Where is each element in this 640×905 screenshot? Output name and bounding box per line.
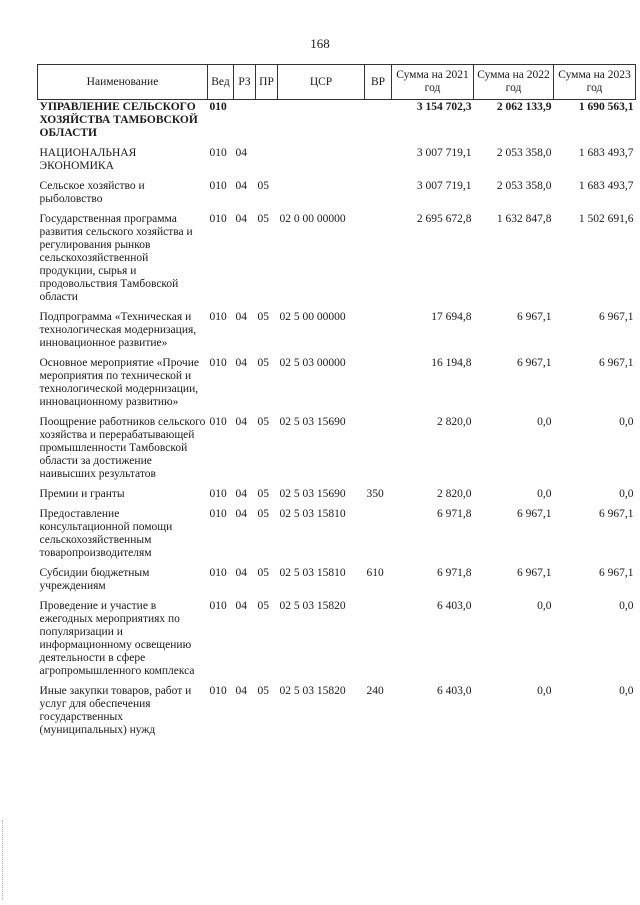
row-sum-2021: 16 194,8 (431, 357, 472, 369)
row-csr: 02 5 03 15810 (279, 567, 346, 579)
row-sum-2023: 6 967,1 (599, 311, 634, 323)
row-ved: 010 (209, 101, 227, 113)
row-pr: 05 (257, 508, 269, 520)
row-vr (365, 146, 392, 179)
row-sum-2023: 1 683 493,7 (578, 147, 634, 159)
row-csr: 02 5 03 00000 (279, 357, 346, 369)
row-vr (365, 179, 392, 212)
table-row (38, 179, 636, 212)
row-ved: 010 (209, 488, 227, 500)
row-sum-2022: 6 967,1 (517, 567, 552, 579)
table-row (38, 100, 636, 147)
row-sum-2022: 2 062 133,9 (496, 101, 552, 113)
row-pr: 05 (257, 567, 269, 579)
row-csr (278, 146, 365, 179)
row-ved: 010 (209, 213, 227, 225)
row-vr (365, 415, 392, 487)
table-row (38, 599, 636, 684)
row-ved: 010 (209, 416, 227, 428)
row-sum-2022: 2 053 358,0 (496, 147, 552, 159)
row-pr (256, 100, 278, 147)
row-name: Субсидии бюджетным учреждениям (39, 567, 150, 592)
table-row (38, 356, 636, 415)
row-csr (278, 179, 365, 212)
row-sum-2023: 6 967,1 (599, 508, 634, 520)
row-sum-2022: 2 053 358,0 (496, 180, 552, 192)
row-sum-2022: 0,0 (537, 685, 552, 697)
row-sum-2021: 6 971,8 (437, 508, 472, 520)
row-name: Проведение и участие в ежегодных мероприятиях по популяризации и информационному освещению деятельности в сфере агропромышленного комплекса (39, 600, 195, 677)
row-vr (365, 212, 392, 310)
row-rz: 04 (235, 685, 247, 697)
row-name: НАЦИОНАЛЬНАЯ ЭКОНОМИКА (39, 147, 137, 172)
row-sum-2021: 17 694,8 (431, 311, 472, 323)
row-sum-2021: 3 154 702,3 (416, 101, 472, 113)
row-name: Государственная программа развития сельского хозяйства и регулирования рынков сельскохозяйственной продукции, сырья и продовольствия Тамбовской области (39, 213, 193, 303)
row-rz: 04 (235, 416, 247, 428)
col-header-pr: ПР (256, 65, 278, 100)
scan-edge-mark (2, 820, 4, 900)
row-rz: 04 (235, 488, 247, 500)
table-row (38, 212, 636, 310)
row-name: Премии и гранты (39, 488, 125, 500)
row-sum-2021: 2 820,0 (437, 488, 472, 500)
row-sum-2021: 3 007 719,1 (416, 147, 472, 159)
row-rz: 04 (235, 567, 247, 579)
row-name: УПРАВЛЕНИЕ СЕЛЬСКОГО ХОЗЯЙСТВА ТАМБОВСКОЙ ОБЛАСТИ (39, 101, 198, 139)
row-pr: 05 (257, 311, 269, 323)
row-sum-2023: 1 690 563,1 (578, 101, 634, 113)
page-number: 168 (310, 36, 330, 51)
table-header-row (38, 65, 636, 100)
table-row (38, 487, 636, 507)
col-header-rz: РЗ (234, 65, 256, 100)
row-rz: 04 (235, 508, 247, 520)
col-header-sum-2021: Сумма на 2021 год (392, 65, 474, 100)
row-name: Подпрограмма «Техническая и технологическая модернизация, инновационное развитие» (39, 311, 197, 349)
table-row (38, 310, 636, 356)
row-sum-2023: 0,0 (619, 416, 634, 428)
row-rz: 04 (235, 180, 247, 192)
row-ved: 010 (209, 685, 227, 697)
budget-table (37, 64, 636, 743)
row-sum-2021: 2 820,0 (437, 416, 472, 428)
row-ved: 010 (209, 600, 227, 612)
row-rz: 04 (235, 357, 247, 369)
row-sum-2023: 6 967,1 (599, 567, 634, 579)
row-csr: 02 5 03 15820 (279, 600, 346, 612)
row-name: Сельское хозяйство и рыболовство (39, 180, 145, 205)
row-vr (365, 310, 392, 356)
row-ved: 010 (209, 508, 227, 520)
row-csr: 02 5 03 15810 (279, 508, 346, 520)
row-sum-2022: 1 632 847,8 (496, 213, 552, 225)
row-rz (234, 100, 256, 147)
col-header-ved: Вед (208, 65, 234, 100)
row-pr (256, 146, 278, 179)
row-sum-2021: 6 971,8 (437, 567, 472, 579)
row-csr: 02 5 03 15690 (279, 416, 346, 428)
row-sum-2022: 6 967,1 (517, 508, 552, 520)
row-sum-2021: 3 007 719,1 (416, 180, 472, 192)
row-vr (365, 507, 392, 566)
row-sum-2023: 0,0 (619, 488, 634, 500)
row-ved: 010 (209, 180, 227, 192)
row-vr (365, 100, 392, 147)
col-header-csr: ЦСР (278, 65, 365, 100)
row-ved: 010 (209, 311, 227, 323)
row-sum-2021: 6 403,0 (437, 600, 472, 612)
row-vr (365, 356, 392, 415)
table-row (38, 684, 636, 743)
row-rz: 04 (235, 147, 247, 159)
row-pr: 05 (257, 357, 269, 369)
row-pr: 05 (257, 416, 269, 428)
row-vr (365, 599, 392, 684)
table-row (38, 507, 636, 566)
row-ved: 010 (209, 567, 227, 579)
row-sum-2022: 6 967,1 (517, 357, 552, 369)
row-name: Поощрение работников сельского хозяйства и перерабатывающей промышленности Тамбовской области за достижение наивысших результатов (39, 416, 206, 480)
row-rz: 04 (235, 311, 247, 323)
row-vr: 610 (366, 567, 384, 579)
col-header-vr: ВР (365, 65, 392, 100)
row-pr: 05 (257, 685, 269, 697)
row-csr: 02 5 03 15820 (279, 685, 346, 697)
row-csr: 02 5 03 15690 (279, 488, 346, 500)
row-pr: 05 (257, 488, 269, 500)
row-sum-2023: 0,0 (619, 600, 634, 612)
row-rz: 04 (235, 600, 247, 612)
row-sum-2022: 6 967,1 (517, 311, 552, 323)
row-csr: 02 0 00 00000 (279, 213, 346, 225)
table-row (38, 566, 636, 599)
row-name: Предоставление консультационной помощи сельскохозяйственным товаропроизводителям (39, 508, 173, 559)
table-body (38, 100, 636, 744)
row-pr: 05 (257, 213, 269, 225)
row-sum-2023: 6 967,1 (599, 357, 634, 369)
col-header-name: Наименование (38, 65, 208, 100)
row-sum-2022: 0,0 (537, 600, 552, 612)
row-ved: 010 (209, 147, 227, 159)
row-vr: 240 (366, 685, 384, 697)
table-row (38, 415, 636, 487)
row-name: Иные закупки товаров, работ и услуг для обеспечения государственных (муниципальных) нужд (39, 685, 192, 736)
row-sum-2023: 0,0 (619, 685, 634, 697)
row-sum-2023: 1 683 493,7 (578, 180, 634, 192)
row-vr: 350 (366, 488, 384, 500)
table-row (38, 146, 636, 179)
row-csr: 02 5 00 00000 (279, 311, 346, 323)
row-sum-2023: 1 502 691,6 (578, 213, 634, 225)
row-pr: 05 (257, 180, 269, 192)
row-sum-2022: 0,0 (537, 416, 552, 428)
row-pr: 05 (257, 600, 269, 612)
row-sum-2021: 6 403,0 (437, 685, 472, 697)
row-csr (278, 100, 365, 147)
col-header-sum-2022: Сумма на 2022 год (474, 65, 554, 100)
row-rz: 04 (235, 213, 247, 225)
row-name: Основное мероприятие «Прочие мероприятия по технической и технологической модернизации, инновационному развитию» (39, 357, 199, 408)
col-header-sum-2023: Сумма на 2023 год (554, 65, 636, 100)
row-sum-2022: 0,0 (537, 488, 552, 500)
row-sum-2021: 2 695 672,8 (416, 213, 472, 225)
row-ved: 010 (209, 357, 227, 369)
